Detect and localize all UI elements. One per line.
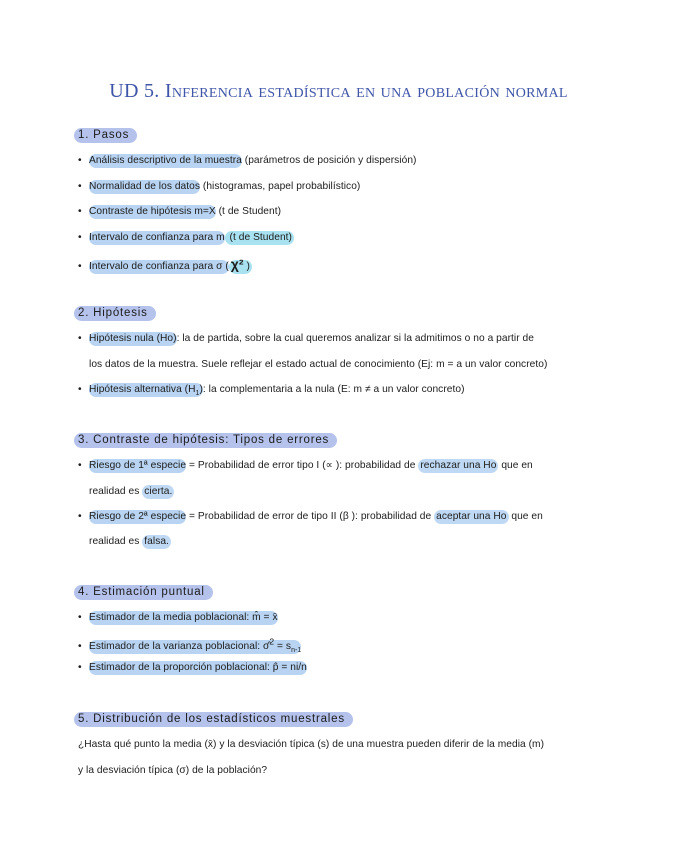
highlight: Normalidad de los datos [89,181,201,192]
list-item [78,384,465,397]
section-heading-estimacion: 4. Estimación puntual [74,585,213,600]
bullet: • [78,333,82,344]
highlight: Contraste de hipótesis m=X [89,206,216,217]
list-item [78,612,278,623]
list-item-continuation: realidad es cierta. [89,486,173,497]
list-item [78,181,360,192]
section-heading-hipotesis: 2. Hipótesis [74,306,156,321]
list-item [78,206,281,217]
item-text: que en [508,511,543,522]
bullet: • [78,641,82,653]
bullet: • [78,384,82,395]
item-text: : la complementaria a la nula (E: m ≠ a un valor concreto) [202,384,465,395]
item-text: = Probabilidad de error de tipo II (β ): probabilidad de [186,511,435,522]
highlight: Intervalo de confianza para σ ( [89,261,229,272]
list-item-continuation: los datos de la muestra. Suele reflejar el estado actual de conocimiento (Ej: m = a un valor concreto) [89,359,548,370]
page-title: UD 5. Inferencia estadística en una población normal [109,80,568,102]
highlight-rechazar: rechazar una Ho [420,460,497,471]
highlight-cierta: cierta. [144,486,173,497]
bullet: • [78,232,82,243]
list-item [78,232,294,243]
bullet: • [78,511,82,522]
bullet: • [78,460,82,471]
highlight-falsa: falsa. [144,536,169,547]
highlight: Estimador de la varianza poblacional: σ̂$^2$ = $s_{n-1}$ [89,637,302,655]
item-text: ) [243,261,250,272]
paragraph-line: y la desviación típica (σ) de la población? [78,765,268,776]
item-text: (histogramas, papel probabilístico) [200,181,361,192]
item-text: (t de Student) [215,206,282,217]
highlight: Hipótesis nula (Ho) [89,333,177,344]
paragraph-line: ¿Hasta qué punto la media (x̄) y la desviación típica (s) de una muestra pueden diferir de la media (m) [78,739,545,750]
list-item [78,256,252,272]
item-text: = Probabilidad de error tipo I (∝ ): probabilidad de [186,460,419,471]
section-heading-contraste: 3. Contraste de hipótesis: Tipos de errores [74,433,337,448]
section-heading-distribucion: 5. Distribución de los estadísticos muestrales [74,712,353,727]
list-item [78,155,417,166]
highlight: Intervalo de confianza para m [89,232,225,243]
bullet: • [78,181,82,192]
bullet: • [78,612,82,623]
highlight-t-student: (t de Student) [226,232,292,243]
bullet: • [78,261,82,272]
bullet: • [78,155,82,166]
list-item [78,460,533,471]
list-item [78,511,543,522]
highlight-chi [229,256,252,274]
highlight: Riesgo de 2ª especie [89,511,187,522]
list-item-continuation: realidad es falsa. [89,536,169,547]
item-text: que en [498,460,533,471]
highlight-aceptar: aceptar una Ho [436,511,507,522]
highlight: Estimador de la media poblacional: m̂ = x̄ [89,612,278,623]
list-item [78,637,301,654]
highlight: Análisis descriptivo de la muestra [89,155,242,166]
list-item [78,333,534,344]
section-heading-pasos: 1. Pasos [74,128,137,143]
item-text: : la de partida, sobre la cual queremos analizar si la admitimos o no a partir de [176,333,534,344]
bullet: • [78,206,82,217]
highlight: Estimador de la proporción poblacional: p̂ = ni/n [89,662,307,673]
highlight: Riesgo de 1ª especie [89,460,187,471]
list-item [78,662,307,673]
item-text: (parámetros de posición y dispersión) [241,155,417,166]
chi-square-symbol: χ² [230,256,244,272]
highlight: Hipótesis alternativa $(H_1)$ [89,384,203,398]
bullet: • [78,662,82,673]
